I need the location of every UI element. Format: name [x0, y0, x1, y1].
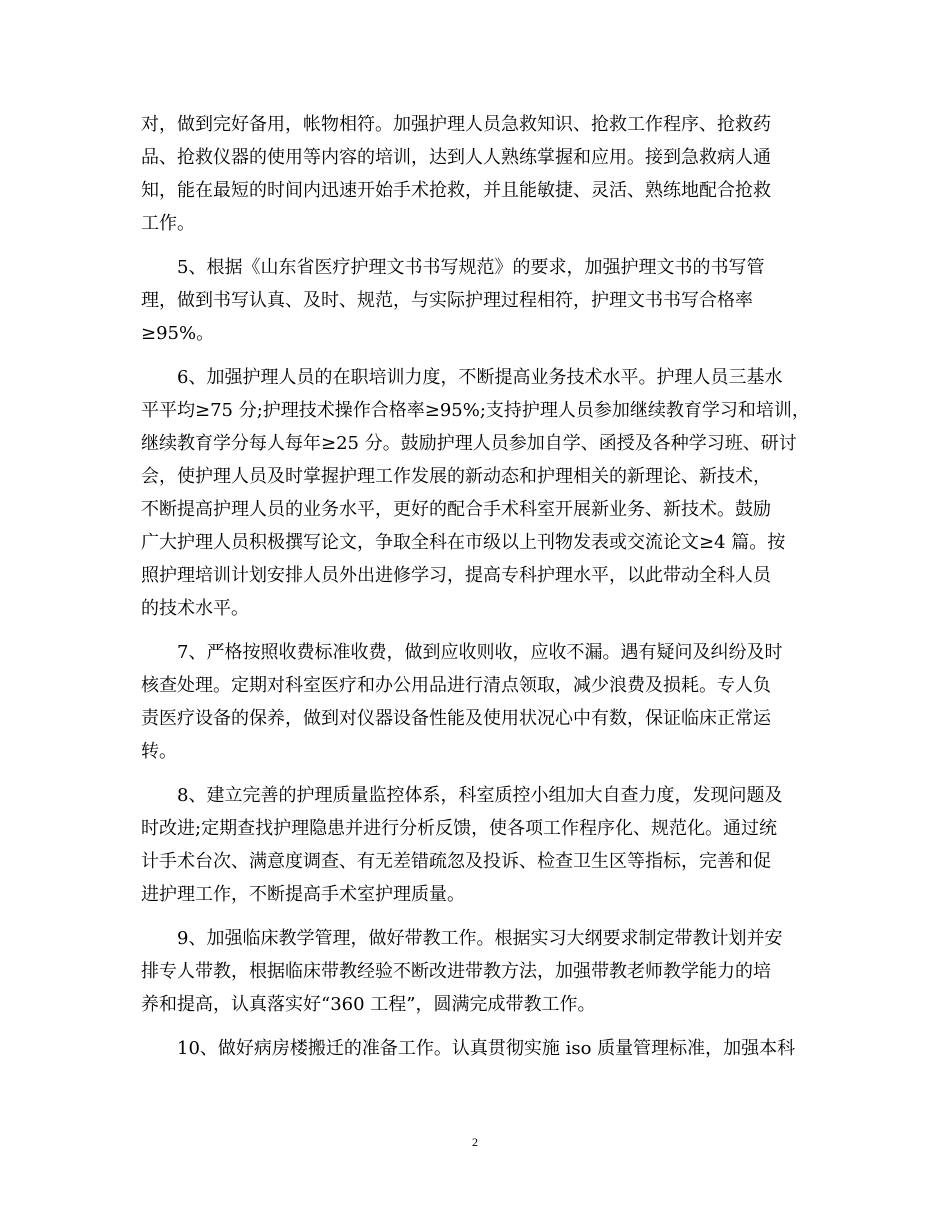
text-line: 时改进;定期查找护理隐患并进行分析反馈，使各项工作程序化、规范化。通过统: [141, 818, 778, 839]
text-line: 理，做到书写认真、及时、规范，与实际护理过程相符，护理文书书写合格率: [141, 290, 753, 311]
text-line: 养和提高，认真落实好“360 工程”，圆满完成带教工作。: [141, 994, 596, 1015]
text-line: ≥95%。: [141, 323, 215, 344]
text-line: 排专人带教，根据临床带教经验不断改进带教方法，加强带教老师教学能力的培: [141, 961, 771, 982]
text-line: 的技术水平。: [141, 598, 249, 619]
page-number: 2: [472, 1135, 478, 1149]
text-line: 转。: [141, 741, 177, 762]
text-line: 照护理培训计划安排人员外出进修学习，提高专科护理水平，以此带动全科人员: [141, 565, 771, 586]
text-line: 品、抢救仪器的使用等内容的培训，达到人人熟练掌握和应用。接到急救病人通: [141, 147, 771, 168]
text-line: 进护理工作，不断提高手术室护理质量。: [141, 884, 465, 905]
paragraph-9-first-line: 9、加强临床教学管理，做好带教工作。根据实习大纲要求制定带教计划并安: [177, 928, 783, 949]
text-line: 广大护理人员积极撰写论文，争取全科在市级以上刊物发表或交流论文≥4 篇。按: [141, 532, 786, 553]
text-line: 对，做到完好备用，帐物相符。加强护理人员急救知识、抢救工作程序、抢救药: [141, 114, 771, 135]
text-line: 不断提高护理人员的业务水平，更好的配合手术科室开展新业务、新技术。鼓励: [141, 499, 771, 520]
paragraph-8-first-line: 8、建立完善的护理质量监控体系，科室质控小组加大自查力度，发现问题及: [177, 785, 783, 806]
paragraph-7-first-line: 7、严格按照收费标准收费，做到应收则收，应收不漏。遇有疑问及纠纷及时: [177, 642, 783, 663]
text-line: 平平均≥75 分;护理技术操作合格率≥95%;支持护理人员参加继续教育学习和培训，: [141, 400, 810, 421]
text-line: 会，使护理人员及时掌握护理工作发展的新动态和护理相关的新理论、新技术，: [141, 466, 771, 487]
text-line: 继续教育学分每人每年≥25 分。鼓励护理人员参加自学、函授及各种学习班、研讨: [141, 433, 797, 454]
paragraph-6-first-line: 6、加强护理人员的在职培训力度，不断提高业务技术水平。护理人员三基水: [177, 367, 783, 388]
text-line: 责医疗设备的保养，做到对仪器设备性能及使用状况心中有数，保证临床正常运: [141, 708, 771, 729]
text-line: 知，能在最短的时间内迅速开始手术抢救，并且能敏捷、灵活、熟练地配合抢救: [141, 180, 771, 201]
text-line: 工作。: [141, 213, 195, 234]
text-line: 核查处理。定期对科室医疗和办公用品进行清点领取，减少浪费及损耗。专人负: [141, 675, 771, 696]
paragraph-10-first-line: 10、做好病房楼搬迁的准备工作。认真贯彻实施 iso 质量管理标准，加强本科: [177, 1038, 796, 1059]
paragraph-5-first-line: 5、根据《山东省医疗护理文书书写规范》的要求，加强护理文书的书写管: [177, 257, 765, 278]
text-line: 计手术台次、满意度调查、有无差错疏忽及投诉、检查卫生区等指标，完善和促: [141, 851, 771, 872]
